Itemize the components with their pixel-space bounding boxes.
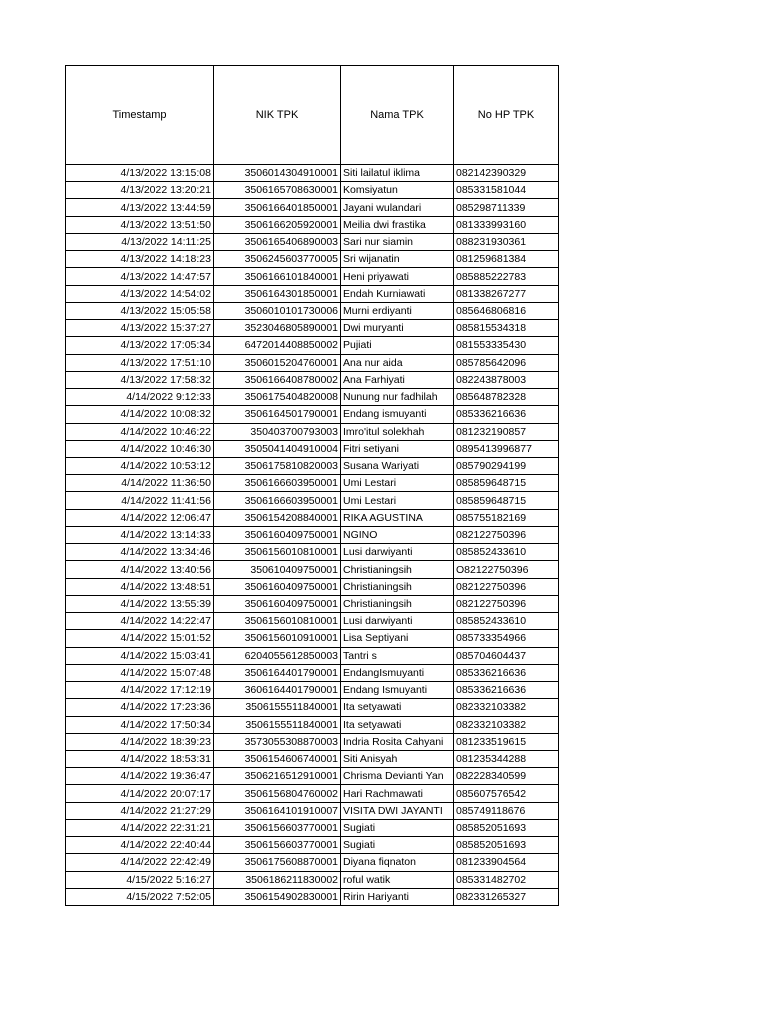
table-row xyxy=(66,440,559,457)
cell-timestamp[interactable]: 4/13/2022 14:54:02 xyxy=(66,285,214,302)
cell-no-hp[interactable]: 082332103382 xyxy=(454,716,559,733)
cell-no-hp[interactable]: 081233519615 xyxy=(454,733,559,750)
cell-nama[interactable]: Chrisma Devianti Yan xyxy=(341,768,454,785)
cell-nama[interactable]: Komsiyatun xyxy=(341,182,454,199)
table-row xyxy=(66,423,559,440)
cell-nik[interactable]: 3506160409750001 xyxy=(214,595,341,612)
header-row xyxy=(66,66,559,165)
cell-nama[interactable]: Heni priyawati xyxy=(341,268,454,285)
cell-nik[interactable]: 6204055612850003 xyxy=(214,647,341,664)
cell-nik[interactable]: 3506164501790001 xyxy=(214,406,341,423)
cell-nama[interactable]: Imro'itul solekhah xyxy=(341,423,454,440)
cell-timestamp[interactable]: 4/14/2022 11:41:56 xyxy=(66,492,214,509)
cell-timestamp[interactable]: 4/14/2022 17:12:19 xyxy=(66,682,214,699)
table-row xyxy=(66,199,559,216)
cell-no-hp[interactable]: 085648782328 xyxy=(454,389,559,406)
table-row xyxy=(66,320,559,337)
cell-no-hp[interactable]: 085859648715 xyxy=(454,492,559,509)
table-row xyxy=(66,819,559,836)
cell-nik[interactable]: 3506166408780002 xyxy=(214,371,341,388)
cell-timestamp[interactable]: 4/14/2022 19:36:47 xyxy=(66,768,214,785)
cell-no-hp[interactable]: 081232190857 xyxy=(454,423,559,440)
cell-timestamp[interactable]: 4/14/2022 21:27:29 xyxy=(66,802,214,819)
cell-timestamp[interactable]: 4/15/2022 5:16:27 xyxy=(66,871,214,888)
header-no-hp-tpk[interactable]: No HP TPK xyxy=(454,66,559,165)
cell-nik[interactable]: 3506010101730006 xyxy=(214,302,341,319)
cell-timestamp[interactable]: 4/14/2022 22:31:21 xyxy=(66,819,214,836)
cell-timestamp[interactable]: 4/14/2022 17:50:34 xyxy=(66,716,214,733)
cell-nama[interactable]: Ririn Hariyanti xyxy=(341,888,454,905)
cell-timestamp[interactable]: 4/14/2022 20:07:17 xyxy=(66,785,214,802)
cell-nik[interactable]: 3506155511840001 xyxy=(214,716,341,733)
cell-timestamp[interactable]: 4/14/2022 18:39:23 xyxy=(66,733,214,750)
cell-nama[interactable]: Ana nur aida xyxy=(341,354,454,371)
table-row xyxy=(66,595,559,612)
cell-nik[interactable]: 3506216512910001 xyxy=(214,768,341,785)
cell-timestamp[interactable]: 4/14/2022 12:06:47 xyxy=(66,509,214,526)
cell-timestamp[interactable]: 4/14/2022 14:22:47 xyxy=(66,613,214,630)
cell-timestamp[interactable]: 4/14/2022 13:14:33 xyxy=(66,526,214,543)
cell-nama[interactable]: Ita setyawati xyxy=(341,716,454,733)
cell-no-hp[interactable]: 085755182169 xyxy=(454,509,559,526)
cell-nik[interactable]: 3506160409750001 xyxy=(214,578,341,595)
table-row xyxy=(66,716,559,733)
cell-timestamp[interactable]: 4/13/2022 17:51:10 xyxy=(66,354,214,371)
cell-nama[interactable]: Sugiati xyxy=(341,819,454,836)
cell-no-hp[interactable]: 085885222783 xyxy=(454,268,559,285)
cell-timestamp[interactable]: 4/14/2022 13:55:39 xyxy=(66,595,214,612)
cell-nik[interactable]: 350403700793003 xyxy=(214,423,341,440)
cell-nik[interactable]: 3506156010810001 xyxy=(214,613,341,630)
table-row xyxy=(66,406,559,423)
cell-nama[interactable]: Endah Kurniawati xyxy=(341,285,454,302)
table-row xyxy=(66,165,559,182)
table-row xyxy=(66,871,559,888)
cell-nama[interactable]: Endang ismuyanti xyxy=(341,406,454,423)
cell-nik[interactable]: 3506154902830001 xyxy=(214,888,341,905)
cell-no-hp[interactable]: 085852051693 xyxy=(454,819,559,836)
cell-timestamp[interactable]: 4/15/2022 7:52:05 xyxy=(66,888,214,905)
cell-nama[interactable]: Ita setyawati xyxy=(341,699,454,716)
cell-nik[interactable]: 3506154606740001 xyxy=(214,750,341,767)
cell-nama[interactable]: Meilia dwi frastika xyxy=(341,216,454,233)
cell-no-hp[interactable]: 085646806816 xyxy=(454,302,559,319)
cell-nama[interactable]: Siti Anisyah xyxy=(341,750,454,767)
cell-no-hp[interactable]: 082122750396 xyxy=(454,526,559,543)
table-row xyxy=(66,475,559,492)
table-row xyxy=(66,233,559,250)
cell-nik[interactable]: 3506154208840001 xyxy=(214,509,341,526)
table-body xyxy=(66,165,559,906)
cell-no-hp[interactable]: 082243878003 xyxy=(454,371,559,388)
cell-nik[interactable]: 3506164101910007 xyxy=(214,802,341,819)
cell-nama[interactable]: Nunung nur fadhilah xyxy=(341,389,454,406)
cell-nama[interactable]: Sari nur siamin xyxy=(341,233,454,250)
table-row xyxy=(66,630,559,647)
table-row xyxy=(66,268,559,285)
cell-timestamp[interactable]: 4/14/2022 15:07:48 xyxy=(66,664,214,681)
cell-no-hp[interactable]: 081259681384 xyxy=(454,251,559,268)
cell-nik[interactable]: 3506186211830002 xyxy=(214,871,341,888)
cell-nik[interactable]: 3506156603770001 xyxy=(214,837,341,854)
table-row xyxy=(66,251,559,268)
cell-nama[interactable]: Christianingsih xyxy=(341,561,454,578)
cell-no-hp[interactable]: 082142390329 xyxy=(454,165,559,182)
cell-timestamp[interactable]: 4/13/2022 14:11:25 xyxy=(66,233,214,250)
cell-nama[interactable]: RIKA AGUSTINA xyxy=(341,509,454,526)
table-row xyxy=(66,647,559,664)
cell-timestamp[interactable]: 4/13/2022 17:58:32 xyxy=(66,371,214,388)
table-row xyxy=(66,750,559,767)
cell-nik[interactable]: 3506156804760002 xyxy=(214,785,341,802)
cell-nama[interactable]: Christianingsih xyxy=(341,578,454,595)
header-timestamp[interactable]: Timestamp xyxy=(66,66,214,165)
cell-no-hp[interactable]: 088231930361 xyxy=(454,233,559,250)
cell-no-hp[interactable]: 085607576542 xyxy=(454,785,559,802)
cell-nik[interactable]: 3506156010910001 xyxy=(214,630,341,647)
cell-no-hp[interactable]: 0895413996877 xyxy=(454,440,559,457)
cell-no-hp[interactable]: 085852051693 xyxy=(454,837,559,854)
spreadsheet-sheet xyxy=(65,65,558,906)
cell-nik[interactable]: 3506166603950001 xyxy=(214,492,341,509)
cell-nik[interactable]: 3506156603770001 xyxy=(214,819,341,836)
cell-no-hp[interactable]: 082331265327 xyxy=(454,888,559,905)
cell-timestamp[interactable]: 4/14/2022 10:08:32 xyxy=(66,406,214,423)
cell-timestamp[interactable]: 4/14/2022 10:46:30 xyxy=(66,440,214,457)
table-row xyxy=(66,888,559,905)
cell-timestamp[interactable]: 4/13/2022 13:15:08 xyxy=(66,165,214,182)
cell-timestamp[interactable]: 4/14/2022 22:42:49 xyxy=(66,854,214,871)
cell-no-hp[interactable]: 085336216636 xyxy=(454,664,559,681)
header-nik-tpk[interactable]: NIK TPK xyxy=(214,66,341,165)
cell-timestamp[interactable]: 4/13/2022 14:18:23 xyxy=(66,251,214,268)
table-row xyxy=(66,837,559,854)
cell-no-hp[interactable]: 085785642096 xyxy=(454,354,559,371)
cell-timestamp[interactable]: 4/14/2022 13:40:56 xyxy=(66,561,214,578)
cell-no-hp[interactable]: 085733354966 xyxy=(454,630,559,647)
cell-timestamp[interactable]: 4/14/2022 10:53:12 xyxy=(66,457,214,474)
cell-nik[interactable]: 3506175810820003 xyxy=(214,457,341,474)
cell-timestamp[interactable]: 4/14/2022 10:46:22 xyxy=(66,423,214,440)
cell-no-hp[interactable]: 082332103382 xyxy=(454,699,559,716)
cell-no-hp[interactable]: 085815534318 xyxy=(454,320,559,337)
table-row xyxy=(66,285,559,302)
cell-nama[interactable]: Siti lailatul iklima xyxy=(341,165,454,182)
cell-no-hp[interactable]: 085331581044 xyxy=(454,182,559,199)
cell-nik[interactable]: 3506160409750001 xyxy=(214,526,341,543)
table-row xyxy=(66,371,559,388)
cell-no-hp[interactable]: 085336216636 xyxy=(454,682,559,699)
table-row xyxy=(66,613,559,630)
cell-nik[interactable]: 3606164401790001 xyxy=(214,682,341,699)
cell-nama[interactable]: Jayani wulandari xyxy=(341,199,454,216)
table-row xyxy=(66,337,559,354)
table-row xyxy=(66,768,559,785)
cell-nama[interactable]: Lusi darwiyanti xyxy=(341,613,454,630)
cell-nama[interactable]: Lusi darwiyanti xyxy=(341,544,454,561)
cell-nik[interactable]: 3523046805890001 xyxy=(214,320,341,337)
cell-timestamp[interactable]: 4/14/2022 22:40:44 xyxy=(66,837,214,854)
data-table xyxy=(65,65,559,906)
cell-nama[interactable]: Umi Lestari xyxy=(341,492,454,509)
table-row xyxy=(66,785,559,802)
cell-nik[interactable]: 3506166101840001 xyxy=(214,268,341,285)
cell-no-hp[interactable]: 085852433610 xyxy=(454,544,559,561)
cell-nama[interactable]: Ana Farhiyati xyxy=(341,371,454,388)
cell-no-hp[interactable]: 081333993160 xyxy=(454,216,559,233)
cell-nama[interactable]: Endang Ismuyanti xyxy=(341,682,454,699)
table-row xyxy=(66,216,559,233)
cell-nama[interactable]: EndangIsmuyanti xyxy=(341,664,454,681)
table-row xyxy=(66,302,559,319)
cell-no-hp[interactable]: 081235344288 xyxy=(454,750,559,767)
cell-timestamp[interactable]: 4/14/2022 11:36:50 xyxy=(66,475,214,492)
table-row xyxy=(66,389,559,406)
cell-nik[interactable]: 3506166603950001 xyxy=(214,475,341,492)
cell-no-hp[interactable]: 085298711339 xyxy=(454,199,559,216)
cell-nik[interactable]: 3573055308870003 xyxy=(214,733,341,750)
table-row xyxy=(66,561,559,578)
header-nama-tpk[interactable]: Nama TPK xyxy=(341,66,454,165)
cell-nama[interactable]: Umi Lestari xyxy=(341,475,454,492)
cell-nik[interactable]: 3506165406890003 xyxy=(214,233,341,250)
cell-nama[interactable]: Sugiati xyxy=(341,837,454,854)
cell-nama[interactable]: Susana Wariyati xyxy=(341,457,454,474)
cell-no-hp[interactable]: 085852433610 xyxy=(454,613,559,630)
table-row xyxy=(66,699,559,716)
cell-nama[interactable]: Diyana fiqnaton xyxy=(341,854,454,871)
cell-timestamp[interactable]: 4/13/2022 14:47:57 xyxy=(66,268,214,285)
cell-nama[interactable]: NGINO xyxy=(341,526,454,543)
cell-nik[interactable]: 3505041404910004 xyxy=(214,440,341,457)
table-row xyxy=(66,492,559,509)
cell-no-hp[interactable]: 082122750396 xyxy=(454,595,559,612)
cell-nama[interactable]: Sri wijanatin xyxy=(341,251,454,268)
table-row xyxy=(66,664,559,681)
table-row xyxy=(66,578,559,595)
table-row xyxy=(66,354,559,371)
cell-timestamp[interactable]: 4/13/2022 13:20:21 xyxy=(66,182,214,199)
table-row xyxy=(66,457,559,474)
cell-nik[interactable]: 3506245603770005 xyxy=(214,251,341,268)
cell-nama[interactable]: Fitri setiyani xyxy=(341,440,454,457)
cell-nik[interactable]: 3506166401850001 xyxy=(214,199,341,216)
cell-nama[interactable]: Christianingsih xyxy=(341,595,454,612)
cell-timestamp[interactable]: 4/14/2022 18:53:31 xyxy=(66,750,214,767)
cell-nama[interactable]: Dwi muryanti xyxy=(341,320,454,337)
cell-no-hp[interactable]: 081553335430 xyxy=(454,337,559,354)
cell-timestamp[interactable]: 4/14/2022 9:12:33 xyxy=(66,389,214,406)
cell-nik[interactable]: 3506175608870001 xyxy=(214,854,341,871)
cell-nik[interactable]: 3506175404820008 xyxy=(214,389,341,406)
cell-nik[interactable]: 3506165708630001 xyxy=(214,182,341,199)
cell-timestamp[interactable]: 4/13/2022 13:51:50 xyxy=(66,216,214,233)
cell-no-hp[interactable]: 082122750396 xyxy=(454,578,559,595)
cell-no-hp[interactable]: 085336216636 xyxy=(454,406,559,423)
table-row xyxy=(66,509,559,526)
cell-nik[interactable]: 350610409750001 xyxy=(214,561,341,578)
cell-no-hp[interactable]: 085331482702 xyxy=(454,871,559,888)
cell-no-hp[interactable]: 081338267277 xyxy=(454,285,559,302)
table-row xyxy=(66,733,559,750)
table-row xyxy=(66,802,559,819)
cell-no-hp[interactable]: O82122750396 xyxy=(454,561,559,578)
cell-nik[interactable]: 3506156010810001 xyxy=(214,544,341,561)
cell-no-hp[interactable]: 082228340599 xyxy=(454,768,559,785)
cell-nik[interactable]: 3506014304910001 xyxy=(214,165,341,182)
table-row xyxy=(66,526,559,543)
cell-timestamp[interactable]: 4/14/2022 17:23:36 xyxy=(66,699,214,716)
table-row xyxy=(66,544,559,561)
cell-nama[interactable]: Murni erdiyanti xyxy=(341,302,454,319)
cell-nama[interactable]: Lisa Septiyani xyxy=(341,630,454,647)
cell-nama[interactable]: Hari Rachmawati xyxy=(341,785,454,802)
cell-timestamp[interactable]: 4/13/2022 17:05:34 xyxy=(66,337,214,354)
cell-nama[interactable]: Indria Rosita Cahyani xyxy=(341,733,454,750)
cell-no-hp[interactable]: 085859648715 xyxy=(454,475,559,492)
cell-nik[interactable]: 3506164301850001 xyxy=(214,285,341,302)
cell-timestamp[interactable]: 4/14/2022 13:48:51 xyxy=(66,578,214,595)
cell-nama[interactable]: VISITA DWI JAYANTI xyxy=(341,802,454,819)
cell-nama[interactable]: roful watik xyxy=(341,871,454,888)
cell-nik[interactable]: 3506155511840001 xyxy=(214,699,341,716)
cell-timestamp[interactable]: 4/14/2022 15:01:52 xyxy=(66,630,214,647)
table-row xyxy=(66,854,559,871)
cell-nama[interactable]: Pujiati xyxy=(341,337,454,354)
table-row xyxy=(66,182,559,199)
cell-timestamp[interactable]: 4/14/2022 13:34:46 xyxy=(66,544,214,561)
cell-timestamp[interactable]: 4/13/2022 13:44:59 xyxy=(66,199,214,216)
table-row xyxy=(66,682,559,699)
cell-nik[interactable]: 3506015204760001 xyxy=(214,354,341,371)
cell-no-hp[interactable]: 085704604437 xyxy=(454,647,559,664)
cell-timestamp[interactable]: 4/13/2022 15:37:27 xyxy=(66,320,214,337)
cell-no-hp[interactable]: 081233904564 xyxy=(454,854,559,871)
cell-timestamp[interactable]: 4/13/2022 15:05:58 xyxy=(66,302,214,319)
cell-no-hp[interactable]: 085790294199 xyxy=(454,457,559,474)
cell-nama[interactable]: Tantri s xyxy=(341,647,454,664)
cell-timestamp[interactable]: 4/14/2022 15:03:41 xyxy=(66,647,214,664)
cell-no-hp[interactable]: 085749118676 xyxy=(454,802,559,819)
cell-nik[interactable]: 6472014408850002 xyxy=(214,337,341,354)
cell-nik[interactable]: 3506164401790001 xyxy=(214,664,341,681)
cell-nik[interactable]: 3506166205920001 xyxy=(214,216,341,233)
